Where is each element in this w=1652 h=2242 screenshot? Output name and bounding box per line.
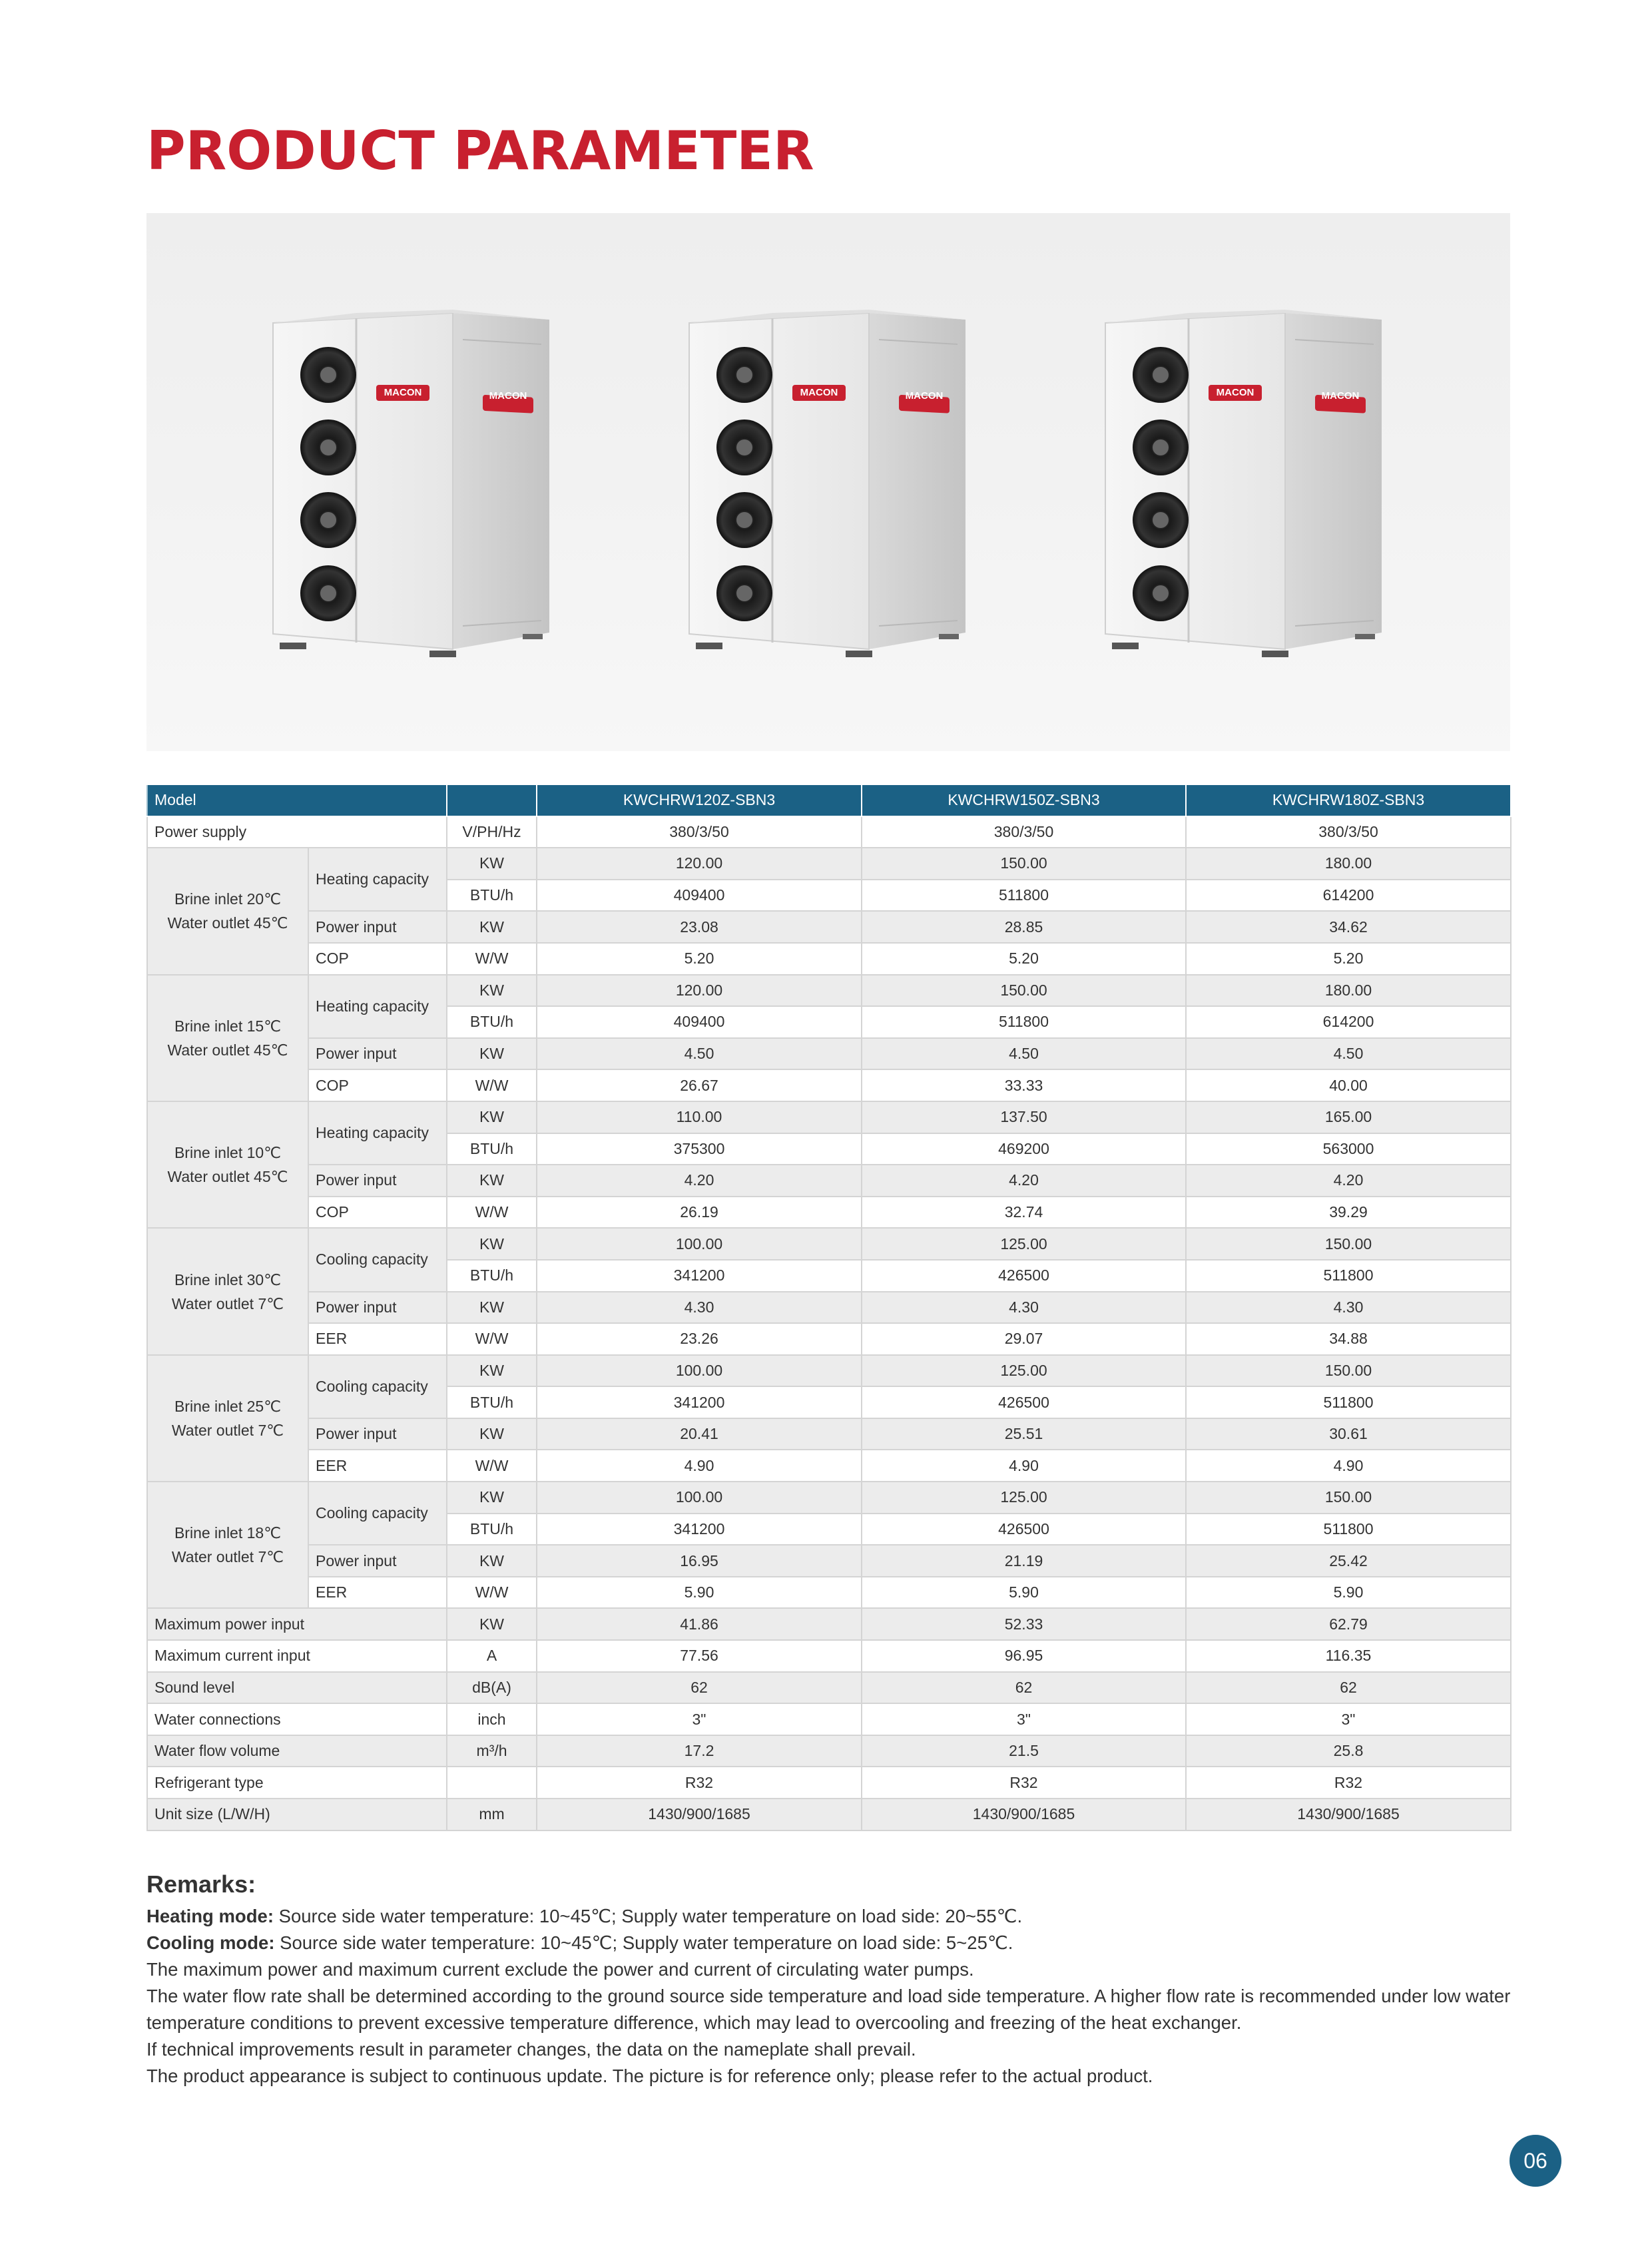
table-cell: 4.30	[537, 1292, 862, 1324]
row-unit	[447, 1767, 537, 1799]
row-unit: BTU/h	[447, 1006, 537, 1038]
table-row	[147, 1228, 1511, 1260]
row-unit: KW	[447, 1482, 537, 1514]
condition-group-label	[147, 848, 308, 974]
sub-label: Power input	[308, 1165, 447, 1197]
table-row	[147, 1672, 1511, 1704]
remark-cooling	[146, 1930, 1518, 1956]
capacity-label: Cooling capacity	[308, 1228, 447, 1291]
table-cell: 33.33	[862, 1069, 1186, 1101]
row-unit: W/W	[447, 1069, 537, 1101]
table-cell: 4.90	[862, 1450, 1186, 1482]
table-cell: 5.90	[537, 1577, 862, 1609]
table-cell: 40.00	[1186, 1069, 1511, 1101]
table-cell: 3"	[537, 1703, 862, 1735]
row-unit: KW	[447, 1545, 537, 1577]
table-cell: 5.20	[862, 943, 1186, 975]
table-cell: R32	[862, 1767, 1186, 1799]
table-row	[147, 1767, 1511, 1799]
table-cell: 25.51	[862, 1418, 1186, 1450]
remark-label: Heating mode:	[146, 1906, 274, 1926]
sub-label: EER	[308, 1577, 447, 1609]
row-unit: KW	[447, 975, 537, 1007]
table-cell: 409400	[537, 1006, 862, 1038]
table-cell: 380/3/50	[537, 816, 862, 848]
brand-logo: MACON	[1321, 390, 1360, 402]
model-column-header: KWCHRW150Z-SBN3	[862, 784, 1186, 816]
table-cell: 16.95	[537, 1545, 862, 1577]
table-cell: 511800	[1186, 1386, 1511, 1418]
model-column-header: KWCHRW180Z-SBN3	[1186, 784, 1511, 816]
row-unit: inch	[447, 1703, 537, 1735]
condition-group-label	[147, 1101, 308, 1228]
table-cell: 5.90	[1186, 1577, 1511, 1609]
row-label: Water flow volume	[147, 1735, 447, 1767]
product-units-image	[146, 213, 1510, 751]
table-row	[147, 1165, 1511, 1197]
capacity-label: Heating capacity	[308, 975, 447, 1038]
remark-note: The product appearance is subject to continuous update. The picture is for reference only; please refer to the actual product.	[146, 2066, 1153, 2086]
table-row	[147, 1197, 1511, 1229]
condition-line: Brine inlet 25℃	[174, 1397, 282, 1415]
condition-line: Water outlet 7℃	[171, 1548, 284, 1566]
table-cell: 614200	[1186, 880, 1511, 912]
row-unit: W/W	[447, 1450, 537, 1482]
table-row	[147, 1418, 1511, 1450]
capacity-label: Cooling capacity	[308, 1482, 447, 1545]
table-cell: 28.85	[862, 911, 1186, 943]
table-cell: 52.33	[862, 1608, 1186, 1640]
row-unit: KW	[447, 1292, 537, 1324]
table-row	[147, 1608, 1511, 1640]
table-cell: 25.42	[1186, 1545, 1511, 1577]
table-cell: 1430/900/1685	[1186, 1799, 1511, 1830]
table-cell: 380/3/50	[1186, 816, 1511, 848]
table-cell: 125.00	[862, 1355, 1186, 1387]
row-unit: KW	[447, 1165, 537, 1197]
model-column-header: KWCHRW120Z-SBN3	[537, 784, 862, 816]
row-label: Maximum power input	[147, 1608, 447, 1640]
sub-label: EER	[308, 1450, 447, 1482]
table-row	[147, 911, 1511, 943]
condition-line: Brine inlet 20℃	[174, 890, 282, 908]
table-cell: 4.50	[1186, 1038, 1511, 1070]
row-unit: BTU/h	[447, 880, 537, 912]
table-cell: R32	[537, 1767, 862, 1799]
table-cell: 4.90	[537, 1450, 862, 1482]
table-cell: 62	[1186, 1672, 1511, 1704]
table-row	[147, 1292, 1511, 1324]
table-cell: 120.00	[537, 848, 862, 880]
brand-logo: MACON	[489, 390, 527, 402]
table-cell: 3"	[1186, 1703, 1511, 1735]
condition-line: Water outlet 7℃	[171, 1294, 284, 1312]
table-cell: 614200	[1186, 1006, 1511, 1038]
table-cell: 511800	[862, 880, 1186, 912]
condition-line: Brine inlet 18℃	[174, 1524, 282, 1542]
capacity-label: Heating capacity	[308, 848, 447, 911]
condition-group-label	[147, 1228, 308, 1354]
table-cell: 469200	[862, 1133, 1186, 1165]
table-cell: 96.95	[862, 1640, 1186, 1672]
table-cell: 511800	[862, 1006, 1186, 1038]
model-header: Model	[147, 784, 447, 816]
table-cell: 29.07	[862, 1323, 1186, 1355]
condition-line: Water outlet 45℃	[167, 1041, 288, 1059]
remarks-section	[146, 1871, 1518, 2090]
row-unit: BTU/h	[447, 1386, 537, 1418]
table-row	[147, 1450, 1511, 1482]
page-number-badge: 06	[1510, 2135, 1561, 2187]
table-cell: 150.00	[1186, 1355, 1511, 1387]
product-photo	[146, 213, 1510, 751]
table-cell: 62	[537, 1672, 862, 1704]
table-row	[147, 1577, 1511, 1609]
table-cell: 341200	[537, 1260, 862, 1292]
row-unit: BTU/h	[447, 1133, 537, 1165]
table-cell: 100.00	[537, 1482, 862, 1514]
table-cell: 150.00	[862, 975, 1186, 1007]
row-label: Power supply	[147, 816, 447, 848]
table-cell: 563000	[1186, 1133, 1511, 1165]
row-label: Maximum current input	[147, 1640, 447, 1672]
table-row	[147, 848, 1511, 880]
remark-note: If technical improvements result in parameter changes, the data on the nameplate shall prevail.	[146, 2039, 916, 2060]
row-unit: BTU/h	[447, 1260, 537, 1292]
remark-note: The water flow rate shall be determined according to the ground source side temperature and load side temperature. A higher flow rate is recommended under low water temperature conditions to prevent excessive temperature difference, which may lead to overcooling and freezing of the heat exchanger.	[146, 1986, 1511, 2033]
table-cell: 3"	[862, 1703, 1186, 1735]
table-cell: 4.30	[1186, 1292, 1511, 1324]
remark-text: Source side water temperature: 10~45℃; Supply water temperature on load side: 20~55℃.	[273, 1906, 1023, 1926]
table-row	[147, 1545, 1511, 1577]
row-unit: m³/h	[447, 1735, 537, 1767]
table-row	[147, 1038, 1511, 1070]
table-cell: 21.19	[862, 1545, 1186, 1577]
table-cell: 26.67	[537, 1069, 862, 1101]
table-header-row	[147, 784, 1511, 816]
table-cell: 511800	[1186, 1260, 1511, 1292]
table-cell: 23.08	[537, 911, 862, 943]
row-label: Water connections	[147, 1703, 447, 1735]
unit-header	[447, 784, 537, 816]
table-cell: 17.2	[537, 1735, 862, 1767]
table-cell: R32	[1186, 1767, 1511, 1799]
table-cell: 380/3/50	[862, 816, 1186, 848]
table-cell: 30.61	[1186, 1418, 1511, 1450]
table-cell: 100.00	[537, 1228, 862, 1260]
condition-group-label	[147, 1355, 308, 1482]
table-cell: 150.00	[1186, 1482, 1511, 1514]
row-unit: KW	[447, 1418, 537, 1450]
condition-line: Brine inlet 30℃	[174, 1270, 282, 1288]
row-unit: KW	[447, 1038, 537, 1070]
table-cell: 62.79	[1186, 1608, 1511, 1640]
capacity-label: Heating capacity	[308, 1101, 447, 1165]
parameter-table	[146, 784, 1512, 1831]
table-cell: 5.90	[862, 1577, 1186, 1609]
table-cell: 341200	[537, 1514, 862, 1545]
condition-line: Brine inlet 10℃	[174, 1144, 282, 1162]
table-cell: 4.50	[537, 1038, 862, 1070]
remark-note: The maximum power and maximum current exclude the power and current of circulating water pumps.	[146, 1959, 974, 1980]
remark-heating	[146, 1903, 1518, 1930]
sub-label: Power input	[308, 911, 447, 943]
table-cell: 4.20	[1186, 1165, 1511, 1197]
sub-label: Power input	[308, 1038, 447, 1070]
table-cell: 34.62	[1186, 911, 1511, 943]
table-row	[147, 1482, 1511, 1514]
table-cell: 4.20	[537, 1165, 862, 1197]
sub-label: Power input	[308, 1418, 447, 1450]
remarks-heading: Remarks:	[146, 1870, 256, 1898]
table-cell: 1430/900/1685	[862, 1799, 1186, 1830]
table-cell: 341200	[537, 1386, 862, 1418]
condition-group-label	[147, 1482, 308, 1608]
table-cell: 426500	[862, 1386, 1186, 1418]
table-cell: 511800	[1186, 1514, 1511, 1545]
table-cell: 409400	[537, 880, 862, 912]
remark-label: Cooling mode:	[146, 1932, 275, 1953]
table-cell: 116.35	[1186, 1640, 1511, 1672]
table-cell: 4.30	[862, 1292, 1186, 1324]
table-row	[147, 1703, 1511, 1735]
table-cell: 4.90	[1186, 1450, 1511, 1482]
brand-logo: MACON	[384, 387, 422, 398]
row-unit: KW	[447, 848, 537, 880]
sub-label: COP	[308, 943, 447, 975]
sub-label: Power input	[308, 1545, 447, 1577]
table-row	[147, 816, 1511, 848]
table-cell: 4.20	[862, 1165, 1186, 1197]
table-row	[147, 1069, 1511, 1101]
table-cell: 5.20	[537, 943, 862, 975]
table-cell: 180.00	[1186, 848, 1511, 880]
brand-logo: MACON	[905, 390, 944, 402]
condition-line: Brine inlet 15℃	[174, 1017, 282, 1035]
table-cell: 426500	[862, 1260, 1186, 1292]
row-unit: KW	[447, 1101, 537, 1133]
table-cell: 100.00	[537, 1355, 862, 1387]
table-cell: 34.88	[1186, 1323, 1511, 1355]
table-row	[147, 975, 1511, 1007]
table-cell: 137.50	[862, 1101, 1186, 1133]
table-row	[147, 1101, 1511, 1133]
sub-label: COP	[308, 1197, 447, 1229]
row-unit: KW	[447, 911, 537, 943]
row-unit: mm	[447, 1799, 537, 1830]
table-row	[147, 1323, 1511, 1355]
row-unit: dB(A)	[447, 1672, 537, 1704]
row-unit: V/PH/Hz	[447, 816, 537, 848]
row-unit: W/W	[447, 943, 537, 975]
row-unit: KW	[447, 1355, 537, 1387]
table-cell: 426500	[862, 1514, 1186, 1545]
table-row	[147, 1640, 1511, 1672]
capacity-label: Cooling capacity	[308, 1355, 447, 1418]
table-cell: 125.00	[862, 1482, 1186, 1514]
table-cell: 77.56	[537, 1640, 862, 1672]
table-cell: 110.00	[537, 1101, 862, 1133]
table-cell: 120.00	[537, 975, 862, 1007]
sub-label: Power input	[308, 1292, 447, 1324]
row-unit: W/W	[447, 1197, 537, 1229]
table-row	[147, 1355, 1511, 1387]
row-unit: A	[447, 1640, 537, 1672]
table-cell: 165.00	[1186, 1101, 1511, 1133]
table-cell: 375300	[537, 1133, 862, 1165]
table-cell: 1430/900/1685	[537, 1799, 862, 1830]
row-unit: BTU/h	[447, 1514, 537, 1545]
table-cell: 180.00	[1186, 975, 1511, 1007]
table-row	[147, 1735, 1511, 1767]
table-row	[147, 1799, 1511, 1830]
condition-line: Water outlet 45℃	[167, 1168, 288, 1186]
table-cell: 125.00	[862, 1228, 1186, 1260]
remark-text: Source side water temperature: 10~45℃; Supply water temperature on load side: 5~25℃.	[274, 1932, 1013, 1953]
table-cell: 62	[862, 1672, 1186, 1704]
condition-line: Water outlet 45℃	[167, 914, 288, 932]
table-cell: 26.19	[537, 1197, 862, 1229]
brand-logo: MACON	[1216, 387, 1254, 398]
condition-line: Water outlet 7℃	[171, 1421, 284, 1439]
table-cell: 150.00	[1186, 1228, 1511, 1260]
row-unit: KW	[447, 1608, 537, 1640]
table-cell: 20.41	[537, 1418, 862, 1450]
table-cell: 150.00	[862, 848, 1186, 880]
condition-group-label	[147, 975, 308, 1101]
table-cell: 4.50	[862, 1038, 1186, 1070]
table-cell: 23.26	[537, 1323, 862, 1355]
row-unit: W/W	[447, 1577, 537, 1609]
table-cell: 39.29	[1186, 1197, 1511, 1229]
row-unit: KW	[447, 1228, 537, 1260]
table-cell: 25.8	[1186, 1735, 1511, 1767]
row-label: Refrigerant type	[147, 1767, 447, 1799]
row-unit: W/W	[447, 1323, 537, 1355]
table-cell: 5.20	[1186, 943, 1511, 975]
row-label: Unit size (L/W/H)	[147, 1799, 447, 1830]
table-row	[147, 943, 1511, 975]
table-cell: 21.5	[862, 1735, 1186, 1767]
sub-label: EER	[308, 1323, 447, 1355]
table-cell: 41.86	[537, 1608, 862, 1640]
sub-label: COP	[308, 1069, 447, 1101]
brand-logo: MACON	[800, 387, 838, 398]
page-title: PRODUCT PARAMETER	[146, 120, 814, 182]
row-label: Sound level	[147, 1672, 447, 1704]
table-cell: 32.74	[862, 1197, 1186, 1229]
